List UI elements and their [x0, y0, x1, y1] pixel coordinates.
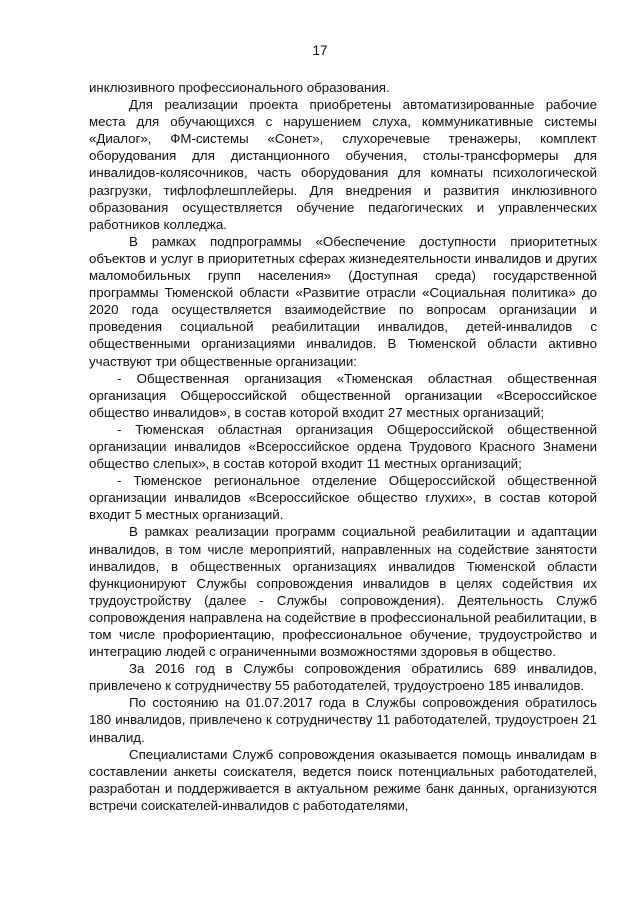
paragraph-stats-2017: По состоянию на 01.07.2017 года в Службы сопровождения обратилось 180 инвалидов, привлечено к сотрудничеству 11 работодателей, трудоустроен 21 инвалид. [89, 695, 597, 745]
list-item-society-disabled: - Общественная организация «Тюменская областная общественная организация Общероссийской общественной организации «Всероссийское общество инвалидов», в состав которой входит 27 местных организаций; [89, 370, 597, 420]
list-item-society-blind: - Тюменская областная организация Общероссийской общественной организации инвалидов «Всероссийское ордена Трудового Красного Знамени общество слепых», в состав которой входит 11 местных организаций; [89, 421, 597, 472]
paragraph-support-services: В рамках реализации программ социальной реабилитации и адаптации инвалидов, в том числе мероприятий, направленных на содействие занятости инвалидов, в общественных организациях инвалидов Тюменской области функционируют Службы сопровождения инвалидов в целях содействия их трудоустройству (далее - Службы сопровождения). Деятельность Служб сопровождения направлена на содействие в профессиональной реабилитации, в том числе профориентацию, профессиональное обучение, трудоустройство и интеграцию людей с ограниченными возможностями здоровья в общество. [89, 524, 597, 660]
document-body [89, 79, 597, 814]
list-item-society-deaf: - Тюменское региональное отделение Общероссийской общественной организации инвалидов «Всероссийское общество глухих», в состав которой входит 5 местных организаций. [89, 473, 597, 523]
paragraph-specialists: Специалистами Служб сопровождения оказывается помощь инвалидам в составлении анкеты соискателя, ведется поиск потенциальных работодателей, разработан и поддерживается в актуальном режиме банк данных, организуются встречи соискателей-инвалидов с работодателями, [89, 746, 597, 813]
paragraph-stats-2016: За 2016 год в Службы сопровождения обратились 689 инвалидов, привлечено к сотрудничеству 55 работодателей, трудоустроено 185 инвалидов. [89, 661, 597, 694]
paragraph-equipment: Для реализации проекта приобретены автоматизированные рабочие места для обучающихся с нарушением слуха, коммуникативные системы «Диалог», ФМ-системы «Сонет», слухоречевые тренажеры, комплект оборудования для дистанционного обучения, столы-трансформеры для инвалидов-колясочников, часть оборудования для комнаты психологической разгрузки, тифлофлешплейеры. Для внедрения и развития инклюзивного образования осуществляется обучение педагогических и управленческих работников колледжа. [89, 97, 597, 232]
paragraph-continuation: инклюзивного профессионального образования. [89, 80, 390, 95]
paragraph-subprogram: В рамках подпрограммы «Обеспечение доступности приоритетных объектов и услуг в приоритетных сферах жизнедеятельности инвалидов и других маломобильных групп населения» (Доступная среда) государственной программы Тюменской области «Развитие отрасли «Социальная политика» до 2020 года осуществляется взаимодействие по вопросам организации и проведения социальной реабилитации инвалидов, детей-инвалидов с общественными организациями инвалидов. В Тюменской области активно участвуют три общественные организации: [89, 233, 597, 369]
page-number: 17 [312, 43, 328, 58]
